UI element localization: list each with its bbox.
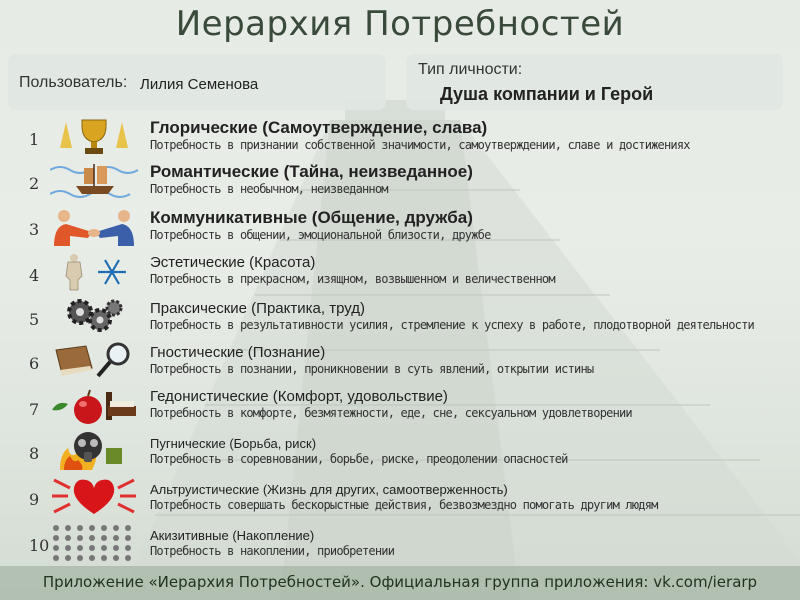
need-rank: 4 bbox=[29, 266, 40, 285]
book-magnifier-icon bbox=[50, 340, 138, 380]
trophy-icon bbox=[50, 116, 138, 156]
user-label: Пользователь: bbox=[19, 74, 128, 91]
handshake-icon bbox=[50, 206, 138, 246]
need-description: Потребность в признании собственной значимости, самоутверждении, славе и достижениях bbox=[150, 138, 690, 152]
need-name: Коммуникативные (Общение, дружба) bbox=[150, 208, 473, 227]
need-description: Потребность в соревновании, борьбе, риске, преодолении опасностей bbox=[150, 452, 568, 466]
gasmask-fire-icon bbox=[50, 430, 138, 470]
sailing-ship-icon bbox=[50, 160, 138, 200]
need-name: Пугнические (Борьба, риск) bbox=[150, 436, 317, 451]
need-name: Глорические (Самоутверждение, слава) bbox=[150, 118, 488, 137]
personality-value: Душа компании и Герой bbox=[440, 84, 654, 104]
need-description: Потребность в общении, эмоциональной близости, дружбе bbox=[150, 228, 491, 242]
need-rank: 6 bbox=[29, 354, 40, 373]
need-description: Потребность совершать бескорыстные действия, безвозмездно помогать другим людям bbox=[150, 498, 658, 512]
need-rank: 2 bbox=[29, 174, 40, 193]
user-name: Лилия Семенова bbox=[140, 76, 259, 93]
need-description: Потребность в познании, проникновении в суть явлений, открытии истины bbox=[150, 362, 594, 376]
need-name: Гностические (Познание) bbox=[150, 344, 326, 361]
need-rank: 7 bbox=[29, 400, 40, 419]
need-rank: 5 bbox=[29, 310, 40, 329]
user-panel bbox=[8, 54, 386, 110]
apple-bed-icon bbox=[50, 386, 138, 426]
need-rank: 1 bbox=[29, 130, 40, 149]
need-description: Потребность в накоплении, приобретении bbox=[150, 544, 395, 558]
footer-bar bbox=[0, 566, 800, 600]
need-rank: 3 bbox=[29, 220, 40, 239]
need-rank: 8 bbox=[29, 444, 40, 463]
heart-icon bbox=[50, 476, 138, 516]
dots-grid-icon bbox=[50, 522, 138, 562]
need-name: Гедонистические (Комфорт, удовольствие) bbox=[150, 388, 448, 405]
need-description: Потребность в прекрасном, изящном, возвышенном и величественном bbox=[150, 272, 555, 286]
need-description: Потребность в необычном, неизведанном bbox=[150, 182, 388, 196]
footer-text: Приложение «Иерархия Потребностей». Официальная группа приложения: vk.com/ierarp bbox=[42, 573, 758, 591]
statue-snowflake-icon bbox=[50, 252, 138, 292]
need-name: Романтические (Тайна, неизведанное) bbox=[150, 162, 473, 181]
gears-icon bbox=[50, 296, 138, 336]
page-title: Иерархия Потребностей bbox=[175, 4, 625, 44]
personality-label: Тип личности: bbox=[418, 61, 523, 78]
personality-panel bbox=[406, 54, 783, 110]
need-description: Потребность в комфорте, безмятежности, еде, сне, сексуальном удовлетворении bbox=[150, 406, 632, 420]
need-name: Альтруистические (Жизнь для других, самоотверженность) bbox=[150, 482, 508, 497]
need-rank: 10 bbox=[29, 536, 50, 555]
need-name: Акизитивные (Накопление) bbox=[150, 528, 315, 543]
need-description: Потребность в результативности усилия, стремление к успеху в работе, плодотворной деятельности bbox=[150, 318, 754, 332]
need-rank: 9 bbox=[29, 490, 40, 509]
need-name: Эстетические (Красота) bbox=[150, 254, 316, 271]
need-name: Праксические (Практика, труд) bbox=[150, 300, 365, 317]
